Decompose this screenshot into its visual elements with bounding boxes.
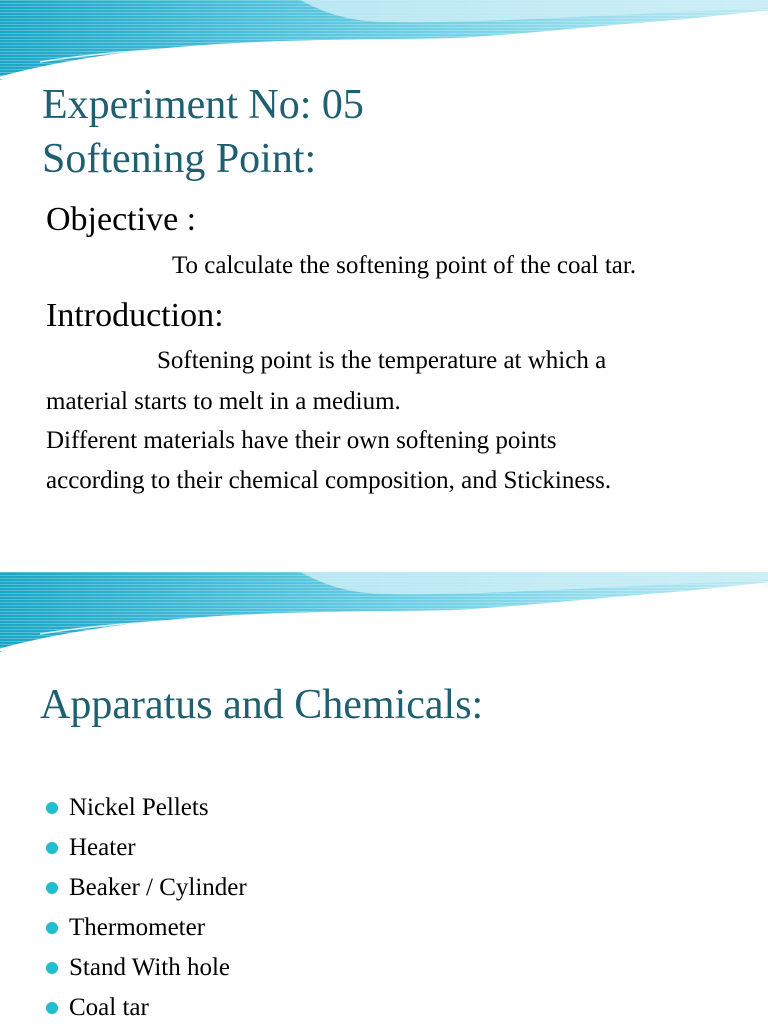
list-item-label: Nickel Pellets (69, 794, 209, 821)
softening-point-title: Softening Point: (42, 136, 317, 182)
list-item-label: Thermometer (69, 914, 206, 941)
experiment-title: Experiment No: 05 (42, 82, 364, 128)
list-item-label: Coal tar (69, 994, 149, 1021)
bullet-dot-icon (46, 842, 58, 854)
intro-line-4: according to their chemical composition, and Stickiness. (46, 467, 612, 494)
wave-banner-icon (0, 572, 768, 662)
introduction-heading: Introduction: (46, 297, 224, 334)
list-item (46, 868, 247, 908)
intro-line-1: Softening point is the temperature at which a (157, 347, 607, 374)
intro-line-3: Different materials have their own softening points (46, 427, 557, 454)
bullet-dot-icon (46, 882, 58, 894)
list-item-label: Beaker / Cylinder (69, 874, 247, 901)
bullet-dot-icon (46, 1002, 58, 1014)
intro-line-2: material starts to melt in a medium. (46, 388, 401, 415)
bullet-dot-icon (46, 922, 58, 934)
list-item-label: Heater (69, 834, 136, 861)
objective-heading: Objective : (46, 201, 197, 238)
apparatus-list (46, 788, 247, 1028)
list-item (46, 828, 247, 868)
wave-banner-icon (0, 0, 768, 90)
apparatus-title: Apparatus and Chemicals: (40, 682, 484, 728)
bullet-dot-icon (46, 962, 58, 974)
list-item-label: Stand With hole (69, 954, 231, 981)
list-item (46, 788, 247, 828)
list-item (46, 988, 247, 1028)
slide-1 (0, 0, 768, 512)
list-item (46, 908, 247, 948)
list-item (46, 948, 247, 988)
objective-text: To calculate the softening point of the coal tar. (172, 252, 637, 279)
bullet-dot-icon (46, 802, 58, 814)
